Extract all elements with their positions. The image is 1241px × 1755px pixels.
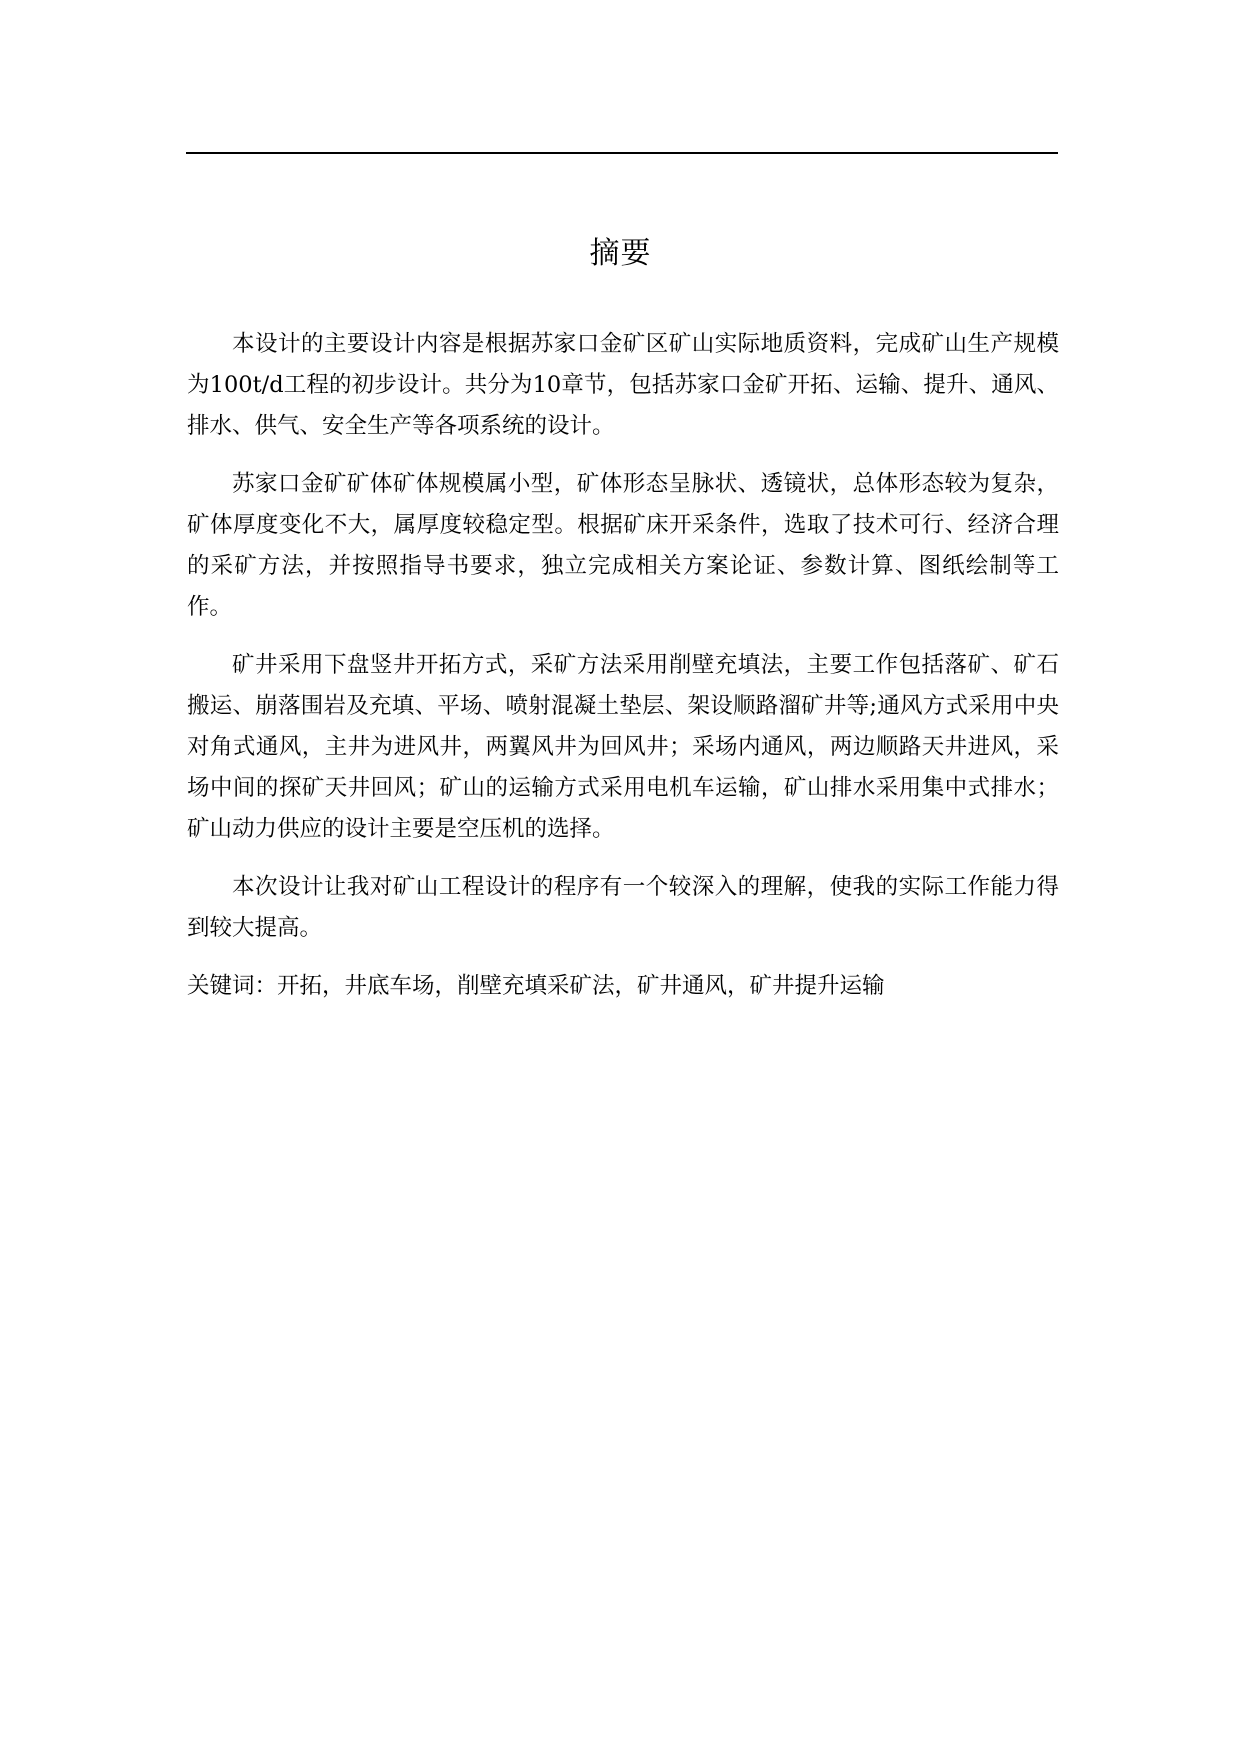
- abstract-paragraph-3: 矿井采用下盘竖井开拓方式，采矿方法采用削壁充填法，主要工作包括落矿、矿石搬运、崩落围岩及充填、平场、喷射混凝土垫层、架设顺路溜矿井等;通风方式采用中央对角式通风，主井为进风井，两翼风井为回风井；采场内通风，两边顺路天井进风，采场中间的探矿天井回风；矿山的运输方式采用电机车运输，矿山排水采用集中式排水；矿山动力供应的设计主要是空压机的选择。: [187, 652, 1059, 842]
- keywords-text: 开拓，井底车场，削壁充填采矿法，矿井通风，矿井提升运输: [277, 973, 885, 999]
- abstract-paragraph-2: 苏家口金矿矿体矿体规模属小型，矿体形态呈脉状、透镜状，总体形态较为复杂，矿体厚度变化不大，属厚度较稳定型。根据矿床开采条件，选取了技术可行、经济合理的采矿方法，并按照指导书要求，独立完成相关方案论证、参数计算、图纸绘制等工作。: [187, 471, 1059, 620]
- keywords-label: 关键词：: [187, 973, 278, 999]
- keywords-line: [187, 966, 1059, 1007]
- header-rule: [186, 152, 1058, 154]
- abstract-title: 摘要: [589, 236, 652, 271]
- abstract-paragraph-1: 本设计的主要设计内容是根据苏家口金矿区矿山实际地质资料，完成矿山生产规模为100t/d工程的初步设计。共分为10章节，包括苏家口金矿开拓、运输、提升、通风、排水、供气、安全生产等各项系统的设计。: [187, 331, 1059, 439]
- abstract-paragraph-4: 本次设计让我对矿山工程设计的程序有一个较深入的理解，使我的实际工作能力得到较大提高。: [187, 874, 1059, 941]
- abstract-body: [187, 324, 1059, 1007]
